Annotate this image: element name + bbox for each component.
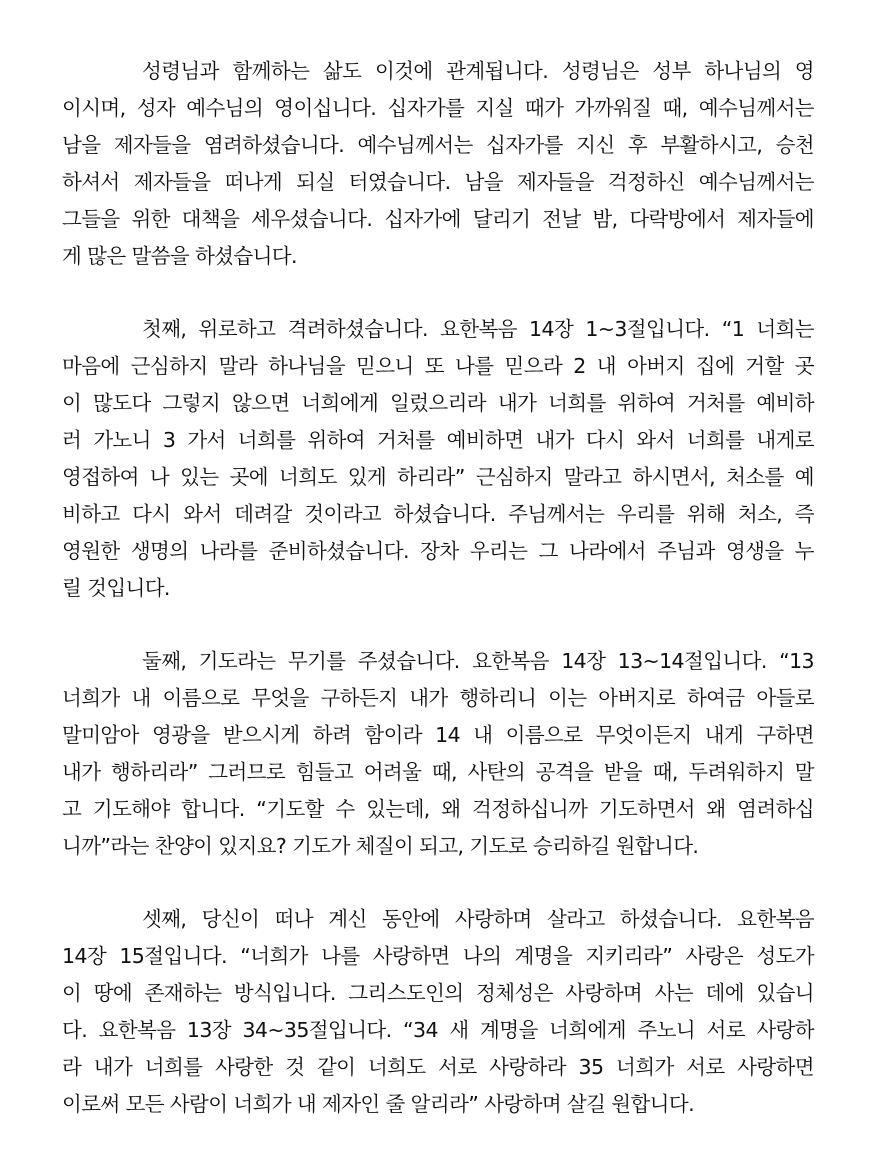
text-line: 비하고 다시 와서 데려갈 것이라고 하셨습니다. 주님께서는 우리를 위해 처소, 즉	[62, 502, 814, 526]
text-line: 첫째, 위로하고 격려하셨습니다. 요한복음 14장 1~3절입니다. “1 너희는	[142, 317, 814, 341]
text-line: 라 내가 너희를 사랑한 것 같이 너희도 서로 사랑하라 35 너희가 서로 사랑하면	[62, 1055, 814, 1079]
paragraph-second-point	[62, 643, 814, 865]
text-line: 영접하여 나 있는 곳에 너희도 있게 하리라” 근심하지 말라고 하시면서, 처소를 예	[62, 465, 814, 489]
text-line: 성령님과 함께하는 삶도 이것에 관계됩니다. 성령님은 성부 하나님의 영	[142, 59, 814, 83]
text-line: 그들을 위한 대책을 세우셨습니다. 십자가에 달리기 전날 밤, 다락방에서 제자들에	[62, 207, 814, 231]
document-page	[62, 53, 814, 1159]
text-line: 이시며, 성자 예수님의 영이십니다. 십자가를 지실 때가 가까워질 때, 예수님께서는	[62, 96, 814, 120]
text-line: 14장 15절입니다. “너희가 나를 사랑하면 나의 계명을 지키리라” 사랑은 성도가	[62, 944, 814, 968]
text-line: 너희가 내 이름으로 무엇을 구하든지 내가 행하리니 이는 아버지로 하여금 아들로	[62, 686, 814, 710]
text-line: 러 가노니 3 가서 너희를 위하여 거처를 예비하면 내가 다시 와서 너희를 내게로	[62, 428, 814, 452]
text-line: 남을 제자들을 염려하셨습니다. 예수님께서는 십자가를 지신 후 부활하시고, 승천	[62, 133, 814, 157]
text-line: 영원한 생명의 나라를 준비하셨습니다. 장차 우리는 그 나라에서 주님과 영생을 누	[62, 539, 814, 563]
paragraph-intro	[62, 53, 814, 275]
text-line: 게 많은 말씀을 하셨습니다.	[62, 244, 297, 268]
text-line: 이 땅에 존재하는 방식입니다. 그리스도인의 정체성은 사랑하며 사는 데에 있습니	[62, 981, 814, 1005]
text-line: 마음에 근심하지 말라 하나님을 믿으니 또 나를 믿으라 2 내 아버지 집에 거할 곳	[62, 354, 814, 378]
paragraph-third-point	[62, 901, 814, 1123]
text-line: 말미암아 영광을 받으시게 하려 함이라 14 내 이름으로 무엇이든지 내게 구하면	[62, 723, 814, 747]
text-line: 이로써 모든 사람이 너희가 내 제자인 줄 알리라” 사랑하며 살길 원합니다.	[62, 1092, 694, 1116]
text-line: 하셔서 제자들을 떠나게 되실 터였습니다. 남을 제자들을 걱정하신 예수님께서는	[62, 170, 814, 194]
text-line: 다. 요한복음 13장 34~35절입니다. “34 새 계명을 너희에게 주노니 서로 사랑하	[62, 1018, 814, 1042]
text-line: 고 기도해야 합니다. “기도할 수 있는데, 왜 걱정하십니까 기도하면서 왜 염려하십	[62, 797, 814, 821]
text-line: 릴 것입니다.	[62, 576, 170, 600]
paragraph-first-point	[62, 311, 814, 607]
text-line: 니까”라는 찬양이 있지요? 기도가 체질이 되고, 기도로 승리하길 원합니다.	[62, 834, 699, 858]
text-line: 셋째, 당신이 떠나 계신 동안에 사랑하며 살라고 하셨습니다. 요한복음	[142, 907, 814, 931]
text-line: 내가 행하리라” 그러므로 힘들고 어려울 때, 사탄의 공격을 받을 때, 두려워하지 말	[62, 760, 814, 784]
text-line: 둘째, 기도라는 무기를 주셨습니다. 요한복음 14장 13~14절입니다. “13	[142, 649, 814, 673]
text-line: 이 많도다 그렇지 않으면 너희에게 일렀으리라 내가 너희를 위하여 거처를 예비하	[62, 391, 814, 415]
